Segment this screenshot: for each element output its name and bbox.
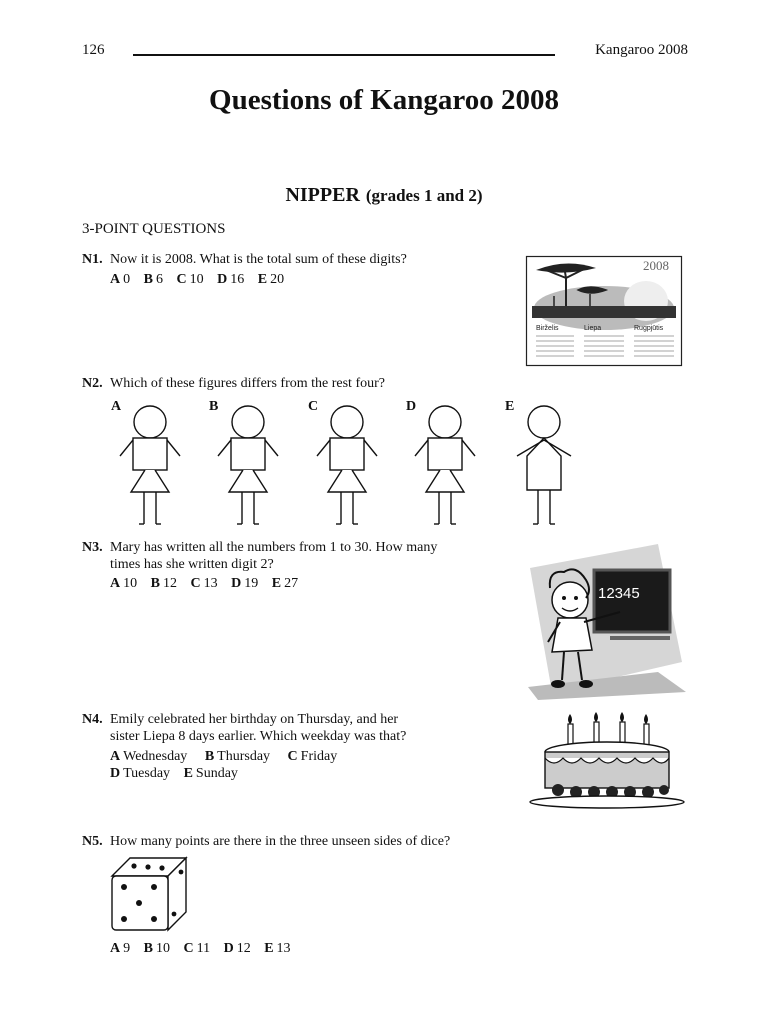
figure-label-b: B bbox=[209, 399, 219, 414]
answer-option: C 13 bbox=[190, 576, 218, 591]
svg-text:Birželis: Birželis bbox=[536, 325, 559, 332]
answer-option: D 19 bbox=[231, 576, 259, 591]
answer-option: C Friday bbox=[287, 749, 338, 764]
answer-option: A 0 bbox=[110, 272, 131, 287]
answer-option: C 10 bbox=[176, 272, 204, 287]
figure-label-a: A bbox=[111, 399, 122, 414]
question-text: Mary has written all the numbers from 1 to 30. How many bbox=[110, 540, 438, 555]
answer-option: D 16 bbox=[217, 272, 245, 287]
stick-figure-a bbox=[120, 406, 180, 524]
section-grades: (grades 1 and 2) bbox=[365, 186, 483, 205]
question-n4 bbox=[82, 711, 502, 751]
answer-option: A 9 bbox=[110, 941, 131, 956]
question-text: Which of these figures differs from the rest four? bbox=[110, 376, 385, 391]
answer-option: D 12 bbox=[223, 941, 251, 956]
stick-figure-e bbox=[517, 406, 571, 524]
answer-option: E 27 bbox=[271, 576, 299, 591]
question-number: N5. bbox=[82, 834, 103, 849]
stick-figure-b bbox=[218, 406, 278, 524]
blackboard-text: 12345 bbox=[598, 585, 640, 602]
answer-option: A 10 bbox=[110, 576, 138, 591]
question-text: How many points are there in the three unseen sides of dice? bbox=[110, 834, 451, 849]
figure-label-e: E bbox=[505, 399, 515, 414]
answer-option: E 20 bbox=[257, 272, 285, 287]
answer-option: B 12 bbox=[150, 576, 177, 591]
answer-options-n4-row1 bbox=[110, 749, 347, 765]
birthday-cake-illustration bbox=[528, 712, 684, 812]
question-number: N4. bbox=[82, 712, 103, 727]
question-number: N3. bbox=[82, 540, 103, 555]
question-text: Emily celebrated her birthday on Thursday, and her bbox=[110, 712, 399, 727]
question-n5 bbox=[82, 833, 542, 853]
question-number: N1. bbox=[82, 252, 103, 267]
dice-illustration bbox=[108, 856, 190, 932]
answer-option: E Sunday bbox=[183, 766, 238, 781]
answer-options-n4-row2 bbox=[110, 766, 248, 782]
answer-option: B 10 bbox=[143, 941, 170, 956]
figure-label-c: C bbox=[308, 399, 319, 414]
answer-option: C 11 bbox=[183, 941, 211, 956]
svg-text:Liepa: Liepa bbox=[584, 325, 602, 332]
answer-option: B 6 bbox=[143, 272, 163, 287]
question-text: times has she written digit 2? bbox=[110, 557, 274, 572]
figure-label-d: D bbox=[406, 399, 417, 414]
stick-figure-c bbox=[317, 406, 377, 524]
question-number: N2. bbox=[82, 376, 103, 391]
svg-text:Rugpjūtis: Rugpjūtis bbox=[634, 325, 664, 332]
answer-options-n3 bbox=[110, 576, 308, 592]
question-text: sister Liepa 8 days earlier. Which weekday was that? bbox=[110, 729, 407, 744]
answer-option: E 13 bbox=[264, 941, 291, 956]
calendar-year: 2008 bbox=[643, 258, 669, 273]
page-title: Questions of Kangaroo 2008 bbox=[209, 84, 559, 116]
answer-option: D Tuesday bbox=[110, 766, 171, 781]
points-heading: 3-POINT QUESTIONS bbox=[82, 221, 226, 237]
page-number: 126 bbox=[82, 42, 105, 58]
stick-figure-d bbox=[415, 406, 475, 524]
running-title: Kangaroo 2008 bbox=[595, 42, 688, 58]
answer-option: A Wednesday bbox=[110, 749, 188, 764]
blackboard-illustration bbox=[528, 542, 686, 700]
section-name: NIPPER bbox=[285, 184, 360, 206]
answer-option: B Thursday bbox=[204, 749, 271, 764]
answer-options-n5 bbox=[110, 941, 301, 957]
question-n3 bbox=[82, 539, 502, 579]
question-text: Now it is 2008. What is the total sum of these digits? bbox=[110, 252, 407, 267]
